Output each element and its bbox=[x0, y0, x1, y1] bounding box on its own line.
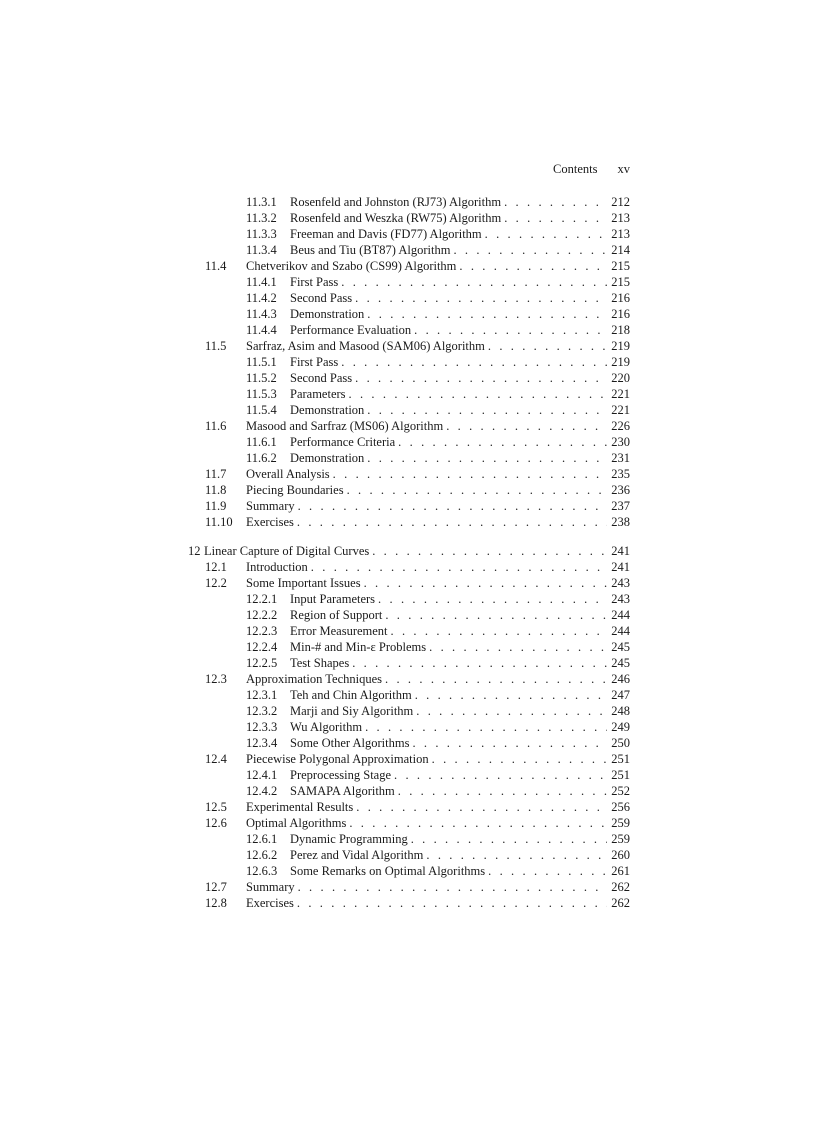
toc-entry-sub[interactable] bbox=[188, 655, 630, 671]
toc-entry-title: Preprocessing Stage bbox=[290, 768, 392, 782]
toc-entry-line bbox=[246, 514, 630, 530]
toc-entry-title: Demonstration bbox=[290, 307, 365, 321]
toc-entry-section[interactable] bbox=[188, 879, 630, 895]
toc-entry-line bbox=[290, 306, 630, 322]
toc-entry-number: 11.6 bbox=[205, 419, 227, 433]
toc-entry-number: 11.5.2 bbox=[246, 371, 277, 385]
toc-entry-title: Second Pass bbox=[290, 371, 353, 385]
toc-entry-section[interactable] bbox=[188, 751, 630, 767]
dot-leader bbox=[446, 418, 607, 434]
toc-entry-section[interactable] bbox=[188, 514, 630, 530]
dot-leader bbox=[298, 879, 608, 895]
dot-leader bbox=[364, 575, 608, 591]
toc-entry-line bbox=[290, 226, 630, 242]
toc-entry-title: Chetverikov and Szabo (CS99) Algorithm bbox=[246, 259, 457, 273]
toc-entry-title: Freeman and Davis (FD77) Algorithm bbox=[290, 227, 482, 241]
toc-entry-title: Some Other Algorithms bbox=[290, 736, 410, 750]
toc-entry-sub[interactable] bbox=[188, 322, 630, 338]
toc-entry-page: 219 bbox=[611, 339, 630, 353]
toc-entry-number: 12.3.3 bbox=[246, 720, 278, 734]
toc-entry-section[interactable] bbox=[188, 559, 630, 575]
toc-entry-sub[interactable] bbox=[188, 703, 630, 719]
toc-entry-number: 11.5.4 bbox=[246, 403, 277, 417]
toc-entry-page: 248 bbox=[611, 704, 630, 718]
toc-entry-title: Error Measurement bbox=[290, 624, 388, 638]
toc-entry-page: 215 bbox=[611, 259, 630, 273]
toc-entry-title: Performance Criteria bbox=[290, 435, 396, 449]
toc-entry-page: 212 bbox=[611, 195, 630, 209]
toc-entry-sub[interactable] bbox=[188, 242, 630, 258]
toc-entry-page: 243 bbox=[611, 576, 630, 590]
toc-entry-page: 261 bbox=[611, 864, 630, 878]
toc-entry-line bbox=[290, 639, 630, 655]
toc-entry-title: Piecing Boundaries bbox=[246, 483, 344, 497]
toc-entry-line bbox=[246, 338, 630, 354]
toc-entry-page: 246 bbox=[611, 672, 630, 686]
toc-entry-number: 12.2.3 bbox=[246, 624, 278, 638]
toc-entry-number: 11.4.1 bbox=[246, 275, 277, 289]
toc-entry-title: Perez and Vidal Algorithm bbox=[290, 848, 424, 862]
toc-entry-number: 12.2.5 bbox=[246, 656, 278, 670]
toc-entry-line bbox=[290, 402, 630, 418]
toc-entry-sub[interactable] bbox=[188, 783, 630, 799]
toc-entry-page: 237 bbox=[611, 499, 630, 513]
toc-entry-page: 230 bbox=[611, 435, 630, 449]
dot-leader bbox=[311, 559, 607, 575]
toc-entry-line bbox=[290, 735, 630, 751]
toc-entry-page: 245 bbox=[611, 640, 630, 654]
toc-entry-page: 218 bbox=[611, 323, 630, 337]
dot-leader bbox=[333, 466, 608, 482]
toc-entry-line bbox=[290, 847, 630, 863]
toc-entry-number: 11.8 bbox=[205, 483, 227, 497]
dot-leader bbox=[355, 370, 607, 386]
dot-leader bbox=[459, 258, 607, 274]
toc-entry-title: Teh and Chin Algorithm bbox=[290, 688, 412, 702]
toc-entry-sub[interactable] bbox=[188, 402, 630, 418]
toc-entry-line bbox=[290, 591, 630, 607]
toc-entry-page: 243 bbox=[611, 592, 630, 606]
toc-entry-sub[interactable] bbox=[188, 719, 630, 735]
running-header bbox=[188, 162, 630, 178]
toc-entry-sub[interactable] bbox=[188, 639, 630, 655]
toc-entry-line bbox=[290, 450, 630, 466]
toc-entry-number: 11.3.4 bbox=[246, 243, 277, 257]
toc-entry-number: 11.4.3 bbox=[246, 307, 277, 321]
toc-entry-line bbox=[290, 210, 630, 226]
toc-entry-title: Marji and Siy Algorithm bbox=[290, 704, 414, 718]
toc-entry-number: 11.3.3 bbox=[246, 227, 277, 241]
toc-entry-number: 11.4.2 bbox=[246, 291, 277, 305]
table-of-contents bbox=[188, 194, 630, 911]
running-header-section: Contents bbox=[553, 162, 598, 176]
dot-leader bbox=[432, 751, 608, 767]
toc-entry-sub[interactable] bbox=[188, 434, 630, 450]
dot-leader bbox=[298, 498, 608, 514]
toc-entry-sub[interactable] bbox=[188, 210, 630, 226]
toc-entry-line bbox=[290, 655, 630, 671]
toc-entry-line bbox=[290, 370, 630, 386]
toc-entry-page: 256 bbox=[611, 800, 630, 814]
toc-entry-number: 12 bbox=[188, 544, 201, 558]
toc-entry-sub[interactable] bbox=[188, 863, 630, 879]
toc-entry-number: 12.2.2 bbox=[246, 608, 278, 622]
toc-entry-number: 12.8 bbox=[205, 896, 227, 910]
toc-entry-title: Introduction bbox=[246, 560, 308, 574]
toc-entry-sub[interactable] bbox=[188, 450, 630, 466]
toc-entry-line bbox=[290, 274, 630, 290]
toc-entry-page: 221 bbox=[611, 403, 630, 417]
toc-entry-sub[interactable] bbox=[188, 847, 630, 863]
toc-entry-line bbox=[290, 194, 630, 210]
toc-entry-number: 11.9 bbox=[205, 499, 227, 513]
toc-entry-title: Linear Capture of Digital Curves bbox=[204, 544, 370, 558]
toc-entry-page: 247 bbox=[611, 688, 630, 702]
toc-entry-title: Optimal Algorithms bbox=[246, 816, 347, 830]
toc-entry-page: 226 bbox=[611, 419, 630, 433]
toc-entry-title: Parameters bbox=[290, 387, 346, 401]
toc-entry-line bbox=[290, 607, 630, 623]
toc-entry-number: 12.5 bbox=[205, 800, 227, 814]
toc-entry-page: 219 bbox=[611, 355, 630, 369]
toc-entry-page: 215 bbox=[611, 275, 630, 289]
dot-leader bbox=[297, 514, 607, 530]
dot-leader bbox=[372, 543, 607, 559]
toc-entry-number: 12.6 bbox=[205, 816, 227, 830]
toc-entry-number: 11.6.1 bbox=[246, 435, 277, 449]
toc-entry-title: Dynamic Programming bbox=[290, 832, 408, 846]
toc-entry-title: Test Shapes bbox=[290, 656, 350, 670]
toc-entry-section[interactable] bbox=[188, 482, 630, 498]
toc-entry-title: SAMAPA Algorithm bbox=[290, 784, 395, 798]
toc-entry-title: First Pass bbox=[290, 355, 339, 369]
toc-entry-number: 11.4.4 bbox=[246, 323, 277, 337]
dot-leader bbox=[341, 274, 607, 290]
dot-leader bbox=[349, 815, 607, 831]
toc-entry-page: 260 bbox=[611, 848, 630, 862]
toc-entry-number: 11.7 bbox=[205, 467, 227, 481]
dot-leader bbox=[352, 655, 607, 671]
toc-entry-sub[interactable] bbox=[188, 226, 630, 242]
toc-entry-section[interactable] bbox=[188, 338, 630, 354]
dot-leader bbox=[398, 783, 607, 799]
toc-entry-number: 12.4 bbox=[205, 752, 227, 766]
toc-entry-title: Beus and Tiu (BT87) Algorithm bbox=[290, 243, 451, 257]
toc-entry-line bbox=[290, 242, 630, 258]
toc-entry-line bbox=[246, 815, 630, 831]
toc-entry-line bbox=[246, 895, 630, 911]
toc-entry-title: Rosenfeld and Weszka (RW75) Algorithm bbox=[290, 211, 502, 225]
toc-entry-page: 216 bbox=[611, 291, 630, 305]
toc-entry-page: 250 bbox=[611, 736, 630, 750]
toc-entry-title: Demonstration bbox=[290, 403, 365, 417]
toc-entry-sub[interactable] bbox=[188, 687, 630, 703]
dot-leader bbox=[378, 591, 607, 607]
dot-leader bbox=[356, 799, 607, 815]
dot-leader bbox=[355, 290, 607, 306]
toc-entry-title: Summary bbox=[246, 499, 295, 513]
toc-entry-page: 241 bbox=[611, 544, 630, 558]
toc-entry-section[interactable] bbox=[188, 671, 630, 687]
toc-entry-page: 221 bbox=[611, 387, 630, 401]
toc-entry-number: 11.5.3 bbox=[246, 387, 277, 401]
dot-leader bbox=[367, 450, 607, 466]
toc-entry-line bbox=[290, 767, 630, 783]
toc-entry-number: 11.4 bbox=[205, 259, 227, 273]
toc-entry-line bbox=[246, 258, 630, 274]
toc-entry-number: 12.2 bbox=[205, 576, 227, 590]
toc-entry-section[interactable] bbox=[188, 418, 630, 434]
dot-leader bbox=[426, 847, 607, 863]
dot-leader bbox=[391, 623, 608, 639]
toc-entry-line bbox=[246, 466, 630, 482]
toc-entry-page: 235 bbox=[611, 467, 630, 481]
toc-entry-sub[interactable] bbox=[188, 607, 630, 623]
running-header-page-number: xv bbox=[617, 162, 630, 176]
toc-entry-title: Demonstration bbox=[290, 451, 365, 465]
toc-entry-line bbox=[290, 863, 630, 879]
dot-leader bbox=[504, 210, 607, 226]
toc-entry-page: 251 bbox=[611, 752, 630, 766]
toc-entry-sub[interactable] bbox=[188, 735, 630, 751]
dot-leader bbox=[429, 639, 607, 655]
toc-entry-number: 12.6.2 bbox=[246, 848, 278, 862]
toc-entry-number: 12.4.2 bbox=[246, 784, 278, 798]
toc-entry-line bbox=[290, 623, 630, 639]
toc-entry-title: Sarfraz, Asim and Masood (SAM06) Algorithm bbox=[246, 339, 485, 353]
toc-entry-chapter[interactable] bbox=[188, 543, 630, 559]
toc-entry-title: Approximation Techniques bbox=[246, 672, 383, 686]
toc-entry-number: 11.3.2 bbox=[246, 211, 277, 225]
toc-entry-number: 12.6.3 bbox=[246, 864, 278, 878]
dot-leader bbox=[347, 482, 608, 498]
dot-leader bbox=[367, 402, 607, 418]
toc-entry-line bbox=[290, 783, 630, 799]
toc-entry-title: Exercises bbox=[246, 896, 294, 910]
toc-entry-title: Input Parameters bbox=[290, 592, 376, 606]
toc-entry-number: 11.5.1 bbox=[246, 355, 277, 369]
toc-entry-section[interactable] bbox=[188, 799, 630, 815]
toc-entry-number: 11.10 bbox=[205, 515, 233, 529]
toc-entry-title: Overall Analysis bbox=[246, 467, 330, 481]
toc-entry-sub[interactable] bbox=[188, 274, 630, 290]
dot-leader bbox=[414, 322, 607, 338]
toc-entry-sub[interactable] bbox=[188, 767, 630, 783]
toc-entry-sub[interactable] bbox=[188, 290, 630, 306]
toc-entry-line bbox=[290, 831, 630, 847]
dot-leader bbox=[394, 767, 607, 783]
toc-entry-line bbox=[246, 879, 630, 895]
dot-leader bbox=[411, 831, 608, 847]
toc-entry-title: Wu Algorithm bbox=[290, 720, 363, 734]
toc-entry-page: 231 bbox=[611, 451, 630, 465]
toc-entry-title: Second Pass bbox=[290, 291, 353, 305]
toc-entry-line bbox=[246, 751, 630, 767]
toc-entry-line bbox=[246, 498, 630, 514]
toc-entry-number: 11.6.2 bbox=[246, 451, 277, 465]
toc-entry-title: Experimental Results bbox=[246, 800, 354, 814]
toc-entry-title: Some Remarks on Optimal Algorithms bbox=[290, 864, 486, 878]
toc-entry-number: 12.7 bbox=[205, 880, 227, 894]
toc-entry-sub[interactable] bbox=[188, 386, 630, 402]
dot-leader bbox=[485, 226, 608, 242]
dot-leader bbox=[385, 671, 607, 687]
toc-entry-number: 12.6.1 bbox=[246, 832, 278, 846]
toc-entry-number: 12.2.4 bbox=[246, 640, 278, 654]
dot-leader bbox=[398, 434, 607, 450]
dot-leader bbox=[416, 703, 607, 719]
toc-entry-page: 216 bbox=[611, 307, 630, 321]
toc-entry-number: 11.3.1 bbox=[246, 195, 277, 209]
dot-leader bbox=[453, 242, 607, 258]
toc-entry-line bbox=[290, 434, 630, 450]
toc-entry-page: 213 bbox=[611, 227, 630, 241]
toc-entry-line bbox=[246, 559, 630, 575]
toc-entry-line bbox=[246, 799, 630, 815]
toc-entry-section[interactable] bbox=[188, 498, 630, 514]
toc-entry-title: Masood and Sarfraz (MS06) Algorithm bbox=[246, 419, 444, 433]
toc-entry-sub[interactable] bbox=[188, 831, 630, 847]
toc-entry-title: Rosenfeld and Johnston (RJ73) Algorithm bbox=[290, 195, 502, 209]
toc-entry-page: 262 bbox=[611, 880, 630, 894]
toc-entry-number: 12.3.2 bbox=[246, 704, 278, 718]
dot-leader bbox=[365, 719, 607, 735]
toc-entry-line bbox=[204, 543, 630, 559]
toc-entry-section[interactable] bbox=[188, 258, 630, 274]
toc-entry-number: 12.3.1 bbox=[246, 688, 278, 702]
dot-leader bbox=[341, 354, 607, 370]
toc-entry-page: 214 bbox=[611, 243, 630, 257]
toc-entry-title: Min-# and Min-ε Problems bbox=[290, 640, 427, 654]
dot-leader bbox=[349, 386, 608, 402]
toc-entry-sub[interactable] bbox=[188, 194, 630, 210]
toc-entry-title: Exercises bbox=[246, 515, 294, 529]
toc-entry-sub[interactable] bbox=[188, 623, 630, 639]
toc-entry-page: 236 bbox=[611, 483, 630, 497]
toc-entry-page: 252 bbox=[611, 784, 630, 798]
toc-entry-page: 238 bbox=[611, 515, 630, 529]
toc-entry-page: 262 bbox=[611, 896, 630, 910]
toc-entry-number: 12.3.4 bbox=[246, 736, 278, 750]
toc-entry-sub[interactable] bbox=[188, 591, 630, 607]
toc-entry-line bbox=[290, 386, 630, 402]
toc-entry-number: 12.3 bbox=[205, 672, 227, 686]
toc-entry-page: 213 bbox=[611, 211, 630, 225]
toc-entry-number: 12.1 bbox=[205, 560, 227, 574]
toc-entry-line bbox=[290, 703, 630, 719]
dot-leader bbox=[488, 863, 607, 879]
toc-entry-number: 12.4.1 bbox=[246, 768, 278, 782]
toc-entry-page: 220 bbox=[611, 371, 630, 385]
toc-entry-line bbox=[290, 354, 630, 370]
dot-leader bbox=[415, 687, 608, 703]
toc-entry-page: 259 bbox=[611, 816, 630, 830]
toc-entry-page: 251 bbox=[611, 768, 630, 782]
toc-entry-title: First Pass bbox=[290, 275, 339, 289]
toc-entry-title: Piecewise Polygonal Approximation bbox=[246, 752, 429, 766]
dot-leader bbox=[367, 306, 607, 322]
toc-entry-page: 259 bbox=[611, 832, 630, 846]
toc-entry-title: Region of Support bbox=[290, 608, 383, 622]
toc-entry-section[interactable] bbox=[188, 815, 630, 831]
toc-entry-section[interactable] bbox=[188, 466, 630, 482]
toc-entry-page: 241 bbox=[611, 560, 630, 574]
toc-entry-section[interactable] bbox=[188, 575, 630, 591]
toc-entry-page: 245 bbox=[611, 656, 630, 670]
dot-leader bbox=[488, 338, 607, 354]
toc-entry-line bbox=[246, 418, 630, 434]
toc-entry-title: Some Important Issues bbox=[246, 576, 361, 590]
toc-entry-line bbox=[246, 575, 630, 591]
toc-entry-section[interactable] bbox=[188, 895, 630, 911]
toc-entry-number: 11.5 bbox=[205, 339, 227, 353]
toc-entry-sub[interactable] bbox=[188, 354, 630, 370]
toc-entry-number: 12.2.1 bbox=[246, 592, 278, 606]
toc-entry-line bbox=[290, 322, 630, 338]
dot-leader bbox=[385, 607, 607, 623]
dot-leader bbox=[297, 895, 607, 911]
toc-entry-page: 244 bbox=[611, 608, 630, 622]
dot-leader bbox=[412, 735, 607, 751]
toc-entry-sub[interactable] bbox=[188, 370, 630, 386]
toc-entry-page: 244 bbox=[611, 624, 630, 638]
dot-leader bbox=[504, 194, 607, 210]
toc-entry-line bbox=[290, 687, 630, 703]
toc-entry-line bbox=[246, 671, 630, 687]
toc-entry-line bbox=[290, 290, 630, 306]
toc-entry-title: Summary bbox=[246, 880, 295, 894]
toc-entry-sub[interactable] bbox=[188, 306, 630, 322]
toc-entry-title: Performance Evaluation bbox=[290, 323, 412, 337]
toc-entry-page: 249 bbox=[611, 720, 630, 734]
toc-entry-line bbox=[290, 719, 630, 735]
toc-entry-line bbox=[246, 482, 630, 498]
